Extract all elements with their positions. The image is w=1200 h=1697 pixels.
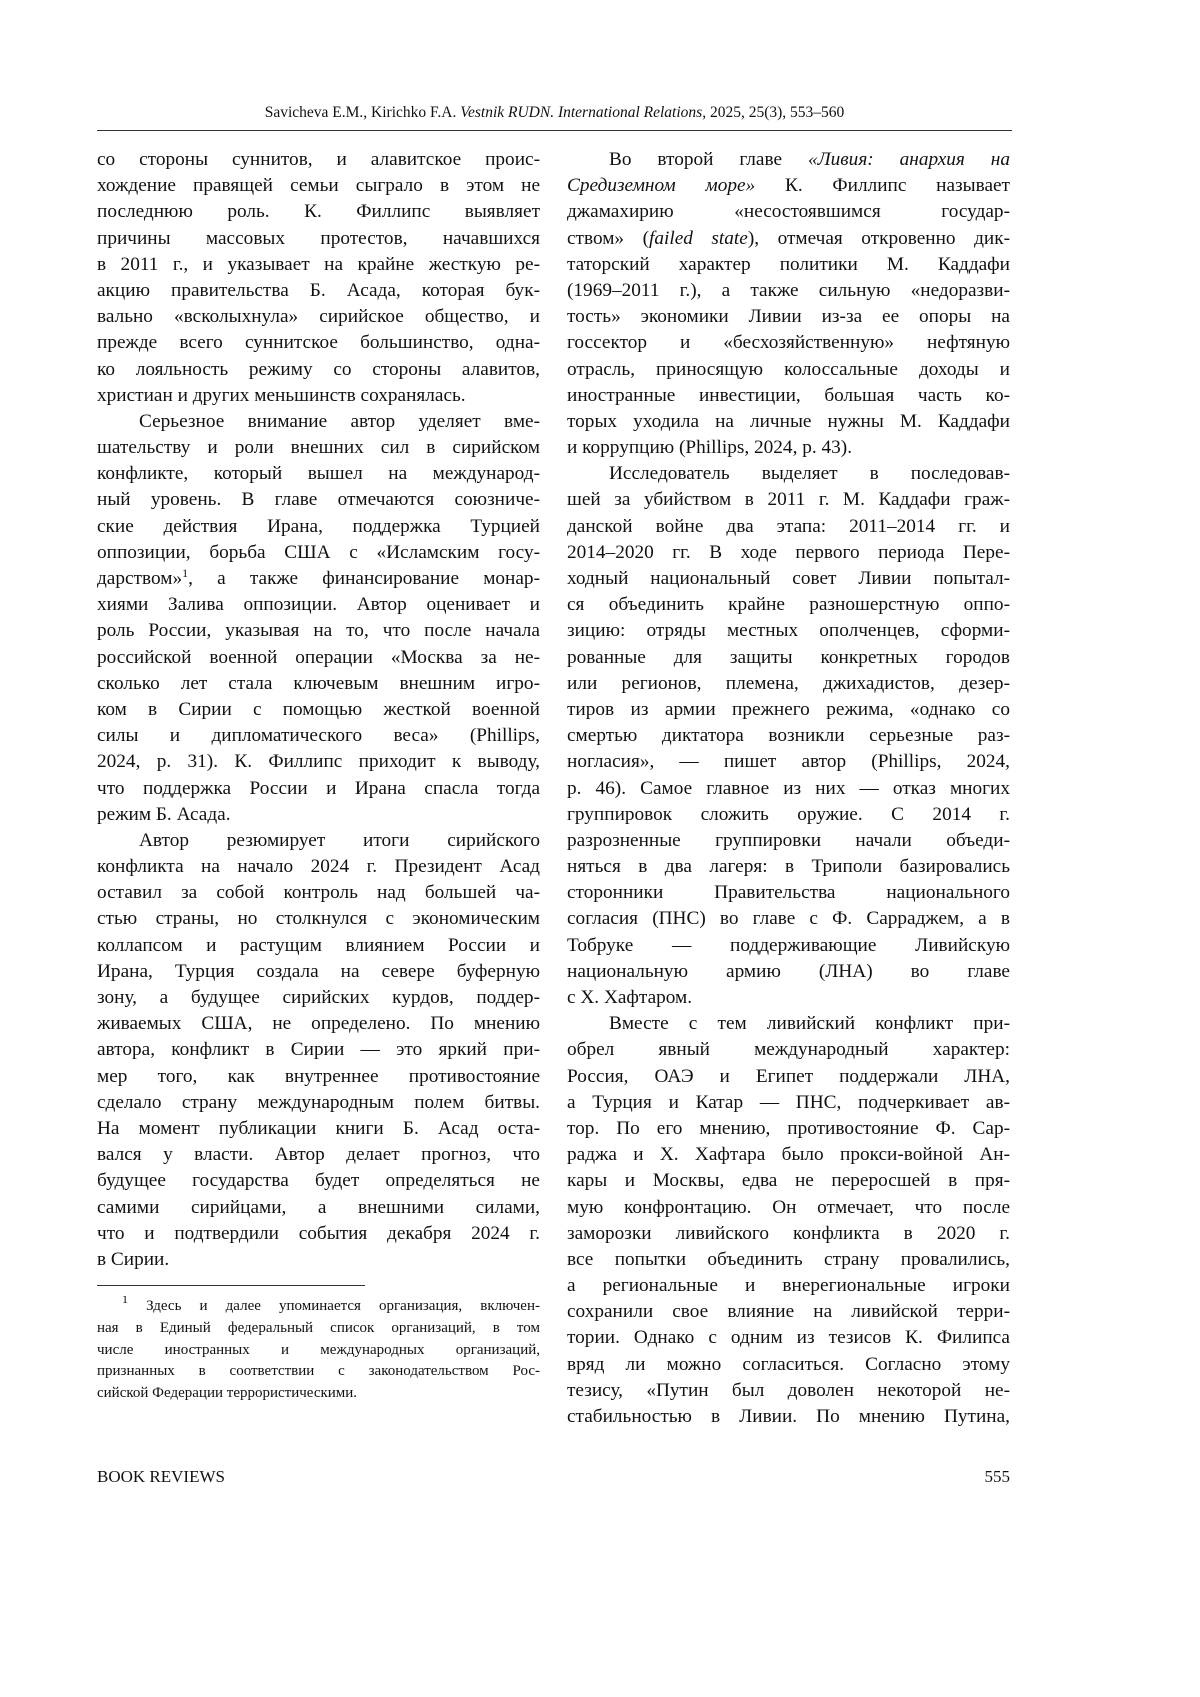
text-segment: ная в Единый федеральный список организаций, в том bbox=[97, 1320, 540, 1336]
text-segment: иностранные инвестиции, большая часть ко- bbox=[567, 385, 1010, 406]
text-segment: будущее государства будет определяться не bbox=[97, 1170, 540, 1191]
text-line bbox=[97, 330, 540, 356]
text-line bbox=[97, 304, 540, 330]
text-line bbox=[567, 828, 1010, 854]
text-line bbox=[97, 1361, 540, 1383]
footnote-marker: 1 bbox=[182, 566, 188, 580]
text-line bbox=[97, 1340, 540, 1362]
text-segment: Серьезное внимание автор уделяет вме- bbox=[139, 411, 540, 432]
text-segment: что и подтвердили события декабря 2024 г. bbox=[97, 1223, 540, 1244]
text-line bbox=[567, 1037, 1010, 1063]
text-line bbox=[567, 383, 1010, 409]
right-column bbox=[567, 147, 1010, 1430]
text-segment: самими сирийцами, а внешними силами, bbox=[97, 1197, 540, 1218]
text-segment: ный уровень. В главе отмечаются союзниче- bbox=[97, 489, 540, 510]
text-line bbox=[97, 697, 540, 723]
text-line bbox=[567, 461, 1010, 487]
text-line bbox=[97, 199, 540, 225]
text-segment: тиров из армии прежнего режима, «однако со bbox=[567, 699, 1010, 720]
text-segment: Автор резюмирует итоги сирийского bbox=[139, 830, 540, 851]
text-line bbox=[567, 749, 1010, 775]
text-line bbox=[97, 802, 540, 828]
text-line bbox=[567, 1299, 1010, 1325]
text-segment: сколько лет стала ключевым внешним игро- bbox=[97, 673, 540, 694]
text-line bbox=[97, 487, 540, 513]
text-segment: Во второй главе bbox=[609, 149, 808, 170]
text-line bbox=[97, 1296, 540, 1318]
text-segment: режим Б. Асада. bbox=[97, 804, 231, 825]
text-line bbox=[567, 147, 1010, 173]
text-line bbox=[97, 1247, 540, 1273]
text-line bbox=[97, 435, 540, 461]
text-line bbox=[97, 278, 540, 304]
text-line bbox=[97, 933, 540, 959]
text-segment: Здесь и далее упоминается организация, включен- bbox=[128, 1298, 540, 1314]
text-segment: шей за убийством в 2011 г. М. Каддафи граж- bbox=[567, 489, 1010, 510]
text-segment: рованные для защиты конкретных городов bbox=[567, 647, 1010, 668]
text-segment: конфликта на начало 2024 г. Президент Асад bbox=[97, 856, 540, 877]
text-segment: вряд ли можно согласиться. Согласно этому bbox=[567, 1354, 1010, 1375]
text-segment: в Сирии. bbox=[97, 1249, 169, 1270]
text-line bbox=[567, 906, 1010, 932]
text-line bbox=[567, 1378, 1010, 1404]
footnote-marker: 1 bbox=[122, 1296, 128, 1306]
text-line bbox=[567, 514, 1010, 540]
text-line bbox=[97, 618, 540, 644]
text-line bbox=[567, 304, 1010, 330]
text-segment: группировок сложить оружие. С 2014 г. bbox=[567, 804, 1010, 825]
text-segment: ко лояльность режиму со стороны алавитов, bbox=[97, 359, 540, 380]
text-segment: согласия (ПНС) во главе с Ф. Сарраджем, а в bbox=[567, 908, 1010, 929]
text-segment: , а также финансирование монар- bbox=[188, 568, 540, 589]
text-segment: p. 46). Самое главное из них — отказ многих bbox=[567, 778, 1010, 799]
text-segment: сохранили свое влияние на ливийской терри- bbox=[567, 1301, 1010, 1322]
text-segment: (1969–2011 г.), а также сильную «недоразви- bbox=[567, 280, 1010, 301]
text-line bbox=[567, 540, 1010, 566]
text-segment: госсектор и «бесхозяйственную» нефтяную bbox=[567, 332, 1010, 353]
text-line bbox=[97, 1142, 540, 1168]
text-line bbox=[567, 933, 1010, 959]
text-line bbox=[97, 1318, 540, 1340]
text-line bbox=[97, 645, 540, 671]
text-segment: с Х. Хафтаром. bbox=[567, 987, 692, 1008]
text-segment: признанных в соответствии с законодательством Рос- bbox=[97, 1363, 540, 1379]
text-line bbox=[567, 1090, 1010, 1116]
text-segment: стабильностью в Ливии. По мнению Путина, bbox=[567, 1406, 1010, 1427]
text-segment: 2024, p. 31). К. Филлипс приходит к выводу, bbox=[97, 751, 540, 772]
text-segment: Тобруке — поддерживающие Ливийскую bbox=[567, 935, 1010, 956]
text-segment: зону, а будущее сирийских курдов, поддер- bbox=[97, 987, 540, 1008]
text-segment: дарством» bbox=[97, 568, 182, 589]
text-segment: зицию: отряды местных ополченцев, сформи- bbox=[567, 620, 1010, 641]
text-line bbox=[97, 1383, 540, 1405]
text-line bbox=[97, 1064, 540, 1090]
text-line bbox=[567, 671, 1010, 697]
text-segment: Исследователь выделяет в последовав- bbox=[609, 463, 1010, 484]
text-line bbox=[97, 854, 540, 880]
text-line bbox=[567, 1247, 1010, 1273]
text-segment: последнюю роль. К. Филлипс выявляет bbox=[97, 201, 540, 222]
text-segment: раджа и Х. Хафтара было прокси-войной Ан- bbox=[567, 1144, 1010, 1165]
text-line bbox=[567, 1011, 1010, 1037]
text-line bbox=[97, 828, 540, 854]
text-line bbox=[567, 173, 1010, 199]
text-line bbox=[567, 880, 1010, 906]
running-header bbox=[97, 104, 1012, 122]
text-line bbox=[567, 199, 1010, 225]
text-segment: ские действия Ирана, поддержка Турцией bbox=[97, 516, 540, 537]
text-segment: няться в два лагеря: в Триполи базировались bbox=[567, 856, 1010, 877]
text-segment: ком в Сирии с помощью жесткой военной bbox=[97, 699, 540, 720]
text-segment: все попытки объединить страну провалились, bbox=[567, 1249, 1010, 1270]
text-segment: обрел явный международный характер: bbox=[567, 1039, 1010, 1060]
text-line bbox=[97, 959, 540, 985]
text-segment: христиан и других меньшинств сохранялась. bbox=[97, 385, 466, 406]
text-segment: Россия, ОАЭ и Египет поддержали ЛНА, bbox=[567, 1066, 1010, 1087]
text-segment: оставил за собой контроль над большей ча- bbox=[97, 882, 540, 903]
text-line bbox=[97, 1168, 540, 1194]
text-line bbox=[97, 592, 540, 618]
text-line bbox=[567, 252, 1010, 278]
text-segment: сторонники Правительства национального bbox=[567, 882, 1010, 903]
text-segment: Средиземном море» bbox=[567, 175, 755, 196]
text-line bbox=[97, 514, 540, 540]
text-line bbox=[97, 461, 540, 487]
text-segment: заморозки ливийского конфликта в 2020 г. bbox=[567, 1223, 1010, 1244]
text-line bbox=[97, 1011, 540, 1037]
text-line bbox=[97, 1116, 540, 1142]
text-segment: ходный национальный совет Ливии попытал- bbox=[567, 568, 1010, 589]
text-line bbox=[567, 487, 1010, 513]
text-segment: силы и дипломатического веса» (Phillips, bbox=[97, 725, 540, 746]
text-line bbox=[567, 985, 1010, 1011]
footnote-separator bbox=[97, 1285, 365, 1286]
text-line bbox=[567, 1273, 1010, 1299]
text-segment: хождение правящей семьи сыграло в этом не bbox=[97, 175, 540, 196]
text-line bbox=[97, 749, 540, 775]
text-segment: кары и Москвы, едва не переросшей в пря- bbox=[567, 1170, 1010, 1191]
text-segment: ), отмечая откровенно дик- bbox=[748, 228, 1010, 249]
header-journal: Vestnik RUDN. International Relations bbox=[460, 104, 702, 121]
text-line bbox=[97, 985, 540, 1011]
text-segment: а Турция и Катар — ПНС, подчеркивает ав- bbox=[567, 1092, 1010, 1113]
text-segment: и коррупцию (Phillips, 2024, p. 43). bbox=[567, 437, 852, 458]
text-line bbox=[97, 1221, 540, 1247]
text-segment: «Ливия: анархия на bbox=[808, 149, 1010, 170]
text-segment: прежде всего суннитское большинство, одна- bbox=[97, 332, 540, 353]
text-segment: таторский характер политики М. Каддафи bbox=[567, 254, 1010, 275]
text-segment: Ирана, Турция создала на севере буферную bbox=[97, 961, 540, 982]
text-line bbox=[97, 226, 540, 252]
text-line bbox=[97, 776, 540, 802]
text-segment: К. Филлипс называет bbox=[755, 175, 1010, 196]
header-rule bbox=[97, 130, 1012, 131]
text-line bbox=[567, 1195, 1010, 1221]
text-line bbox=[97, 671, 540, 697]
text-segment: национальную армию (ЛНА) во главе bbox=[567, 961, 1010, 982]
text-line bbox=[567, 1325, 1010, 1351]
text-segment: коллапсом и растущим влиянием России и bbox=[97, 935, 540, 956]
text-line bbox=[567, 1116, 1010, 1142]
text-segment: разрозненные группировки начали объеди- bbox=[567, 830, 1010, 851]
page-number: 555 bbox=[985, 1467, 1011, 1487]
text-segment: мер того, как внутреннее противостояние bbox=[97, 1066, 540, 1087]
text-segment: в 2011 г., и указывает на крайне жесткую ре- bbox=[97, 254, 540, 275]
text-segment: 2014–2020 гг. В ходе первого периода Пере- bbox=[567, 542, 1010, 563]
text-line bbox=[97, 1195, 540, 1221]
text-segment: тор. По его мнению, противостояние Ф. Сар- bbox=[567, 1118, 1010, 1139]
text-segment: стью страны, но столкнулся с экономическим bbox=[97, 908, 540, 929]
text-line bbox=[97, 906, 540, 932]
text-line bbox=[567, 409, 1010, 435]
text-line bbox=[97, 173, 540, 199]
text-segment: отрасль, приносящую колоссальные доходы и bbox=[567, 359, 1010, 380]
text-line bbox=[97, 1090, 540, 1116]
text-segment: со стороны суннитов, и алавитское проис- bbox=[97, 149, 540, 170]
text-segment: конфликте, который вышел на международ- bbox=[97, 463, 540, 484]
text-line bbox=[567, 1352, 1010, 1378]
text-line bbox=[567, 697, 1010, 723]
text-segment: тость» экономики Ливии из-за ее опоры на bbox=[567, 306, 1010, 327]
text-line bbox=[567, 802, 1010, 828]
text-segment: автора, конфликт в Сирии — это яркий при- bbox=[97, 1039, 540, 1060]
text-line bbox=[567, 959, 1010, 985]
text-line bbox=[97, 409, 540, 435]
text-line bbox=[567, 226, 1010, 252]
header-details: , 2025, 25(3), 553–560 bbox=[702, 104, 844, 121]
text-line bbox=[97, 383, 540, 409]
text-segment: живаемых США, не определено. По мнению bbox=[97, 1013, 540, 1034]
text-segment: числе иностранных и международных организаций, bbox=[97, 1342, 540, 1358]
text-line bbox=[97, 252, 540, 278]
text-segment: а региональные и внерегиональные игроки bbox=[567, 1275, 1010, 1296]
text-segment: роль России, указывая на то, что после начала bbox=[97, 620, 540, 641]
text-segment: данской войне два этапа: 2011–2014 гг. и bbox=[567, 516, 1010, 537]
text-segment: ством» ( bbox=[567, 228, 649, 249]
text-segment: тории. Однако с одним из тезисов К. Филипса bbox=[567, 1327, 1010, 1348]
text-segment: ся объединить крайне разношерстную оппо- bbox=[567, 594, 1010, 615]
text-line bbox=[567, 357, 1010, 383]
text-line bbox=[567, 776, 1010, 802]
text-segment: или регионов, племена, джихадистов, дезер- bbox=[567, 673, 1010, 694]
text-segment: На момент публикации книги Б. Асад оста- bbox=[97, 1118, 540, 1139]
text-segment: сийской Федерации террористическими. bbox=[97, 1385, 357, 1401]
text-segment: хиями Залива оппозиции. Автор оценивает и bbox=[97, 594, 540, 615]
text-line bbox=[567, 278, 1010, 304]
text-line bbox=[567, 1064, 1010, 1090]
text-line bbox=[97, 566, 540, 592]
text-line bbox=[567, 1168, 1010, 1194]
text-line bbox=[97, 880, 540, 906]
text-line bbox=[97, 1037, 540, 1063]
text-segment: failed state bbox=[649, 228, 748, 249]
footer-section: BOOK REVIEWS bbox=[97, 1467, 225, 1487]
text-segment: российской военной операции «Москва за не- bbox=[97, 647, 540, 668]
text-line bbox=[567, 723, 1010, 749]
text-segment: джамахирию «несостоявшимся государ- bbox=[567, 201, 1010, 222]
text-segment: шательству и роли внешних сил в сирийском bbox=[97, 437, 540, 458]
text-line bbox=[567, 1221, 1010, 1247]
text-segment: вально «всколыхнула» сирийское общество, и bbox=[97, 306, 540, 327]
text-segment: причины массовых протестов, начавшихся bbox=[97, 228, 540, 249]
header-authors: Savicheva E.M., Kirichko F.A. bbox=[265, 104, 461, 121]
text-segment: сделало страну международным полем битвы. bbox=[97, 1092, 540, 1113]
text-segment: ногласия», — пишет автор (Phillips, 2024, bbox=[567, 751, 1010, 772]
text-line bbox=[97, 147, 540, 173]
text-line bbox=[567, 1142, 1010, 1168]
text-line bbox=[567, 618, 1010, 644]
text-line bbox=[567, 435, 1010, 461]
text-segment: торых уходила на личные нужны М. Каддафи bbox=[567, 411, 1010, 432]
text-segment: тезису, «Путин был доволен некоторой не- bbox=[567, 1380, 1010, 1401]
text-segment: оппозиции, борьба США с «Исламским госу- bbox=[97, 542, 540, 563]
text-line bbox=[567, 330, 1010, 356]
text-line bbox=[567, 645, 1010, 671]
text-segment: вался у власти. Автор делает прогноз, что bbox=[97, 1144, 540, 1165]
footnote bbox=[97, 1296, 540, 1405]
left-column bbox=[97, 147, 540, 1273]
text-line bbox=[567, 1404, 1010, 1430]
text-segment: что поддержка России и Ирана спасла тогда bbox=[97, 778, 540, 799]
text-segment: акцию правительства Б. Асада, которая бук- bbox=[97, 280, 540, 301]
text-line bbox=[567, 854, 1010, 880]
text-segment: мую конфронтацию. Он отмечает, что после bbox=[567, 1197, 1010, 1218]
text-line bbox=[567, 566, 1010, 592]
text-segment: смертью диктатора возникли серьезные раз- bbox=[567, 725, 1010, 746]
text-segment: Вместе с тем ливийский конфликт при- bbox=[609, 1013, 1010, 1034]
text-line bbox=[97, 723, 540, 749]
text-line bbox=[567, 592, 1010, 618]
text-line bbox=[97, 540, 540, 566]
text-line bbox=[97, 357, 540, 383]
